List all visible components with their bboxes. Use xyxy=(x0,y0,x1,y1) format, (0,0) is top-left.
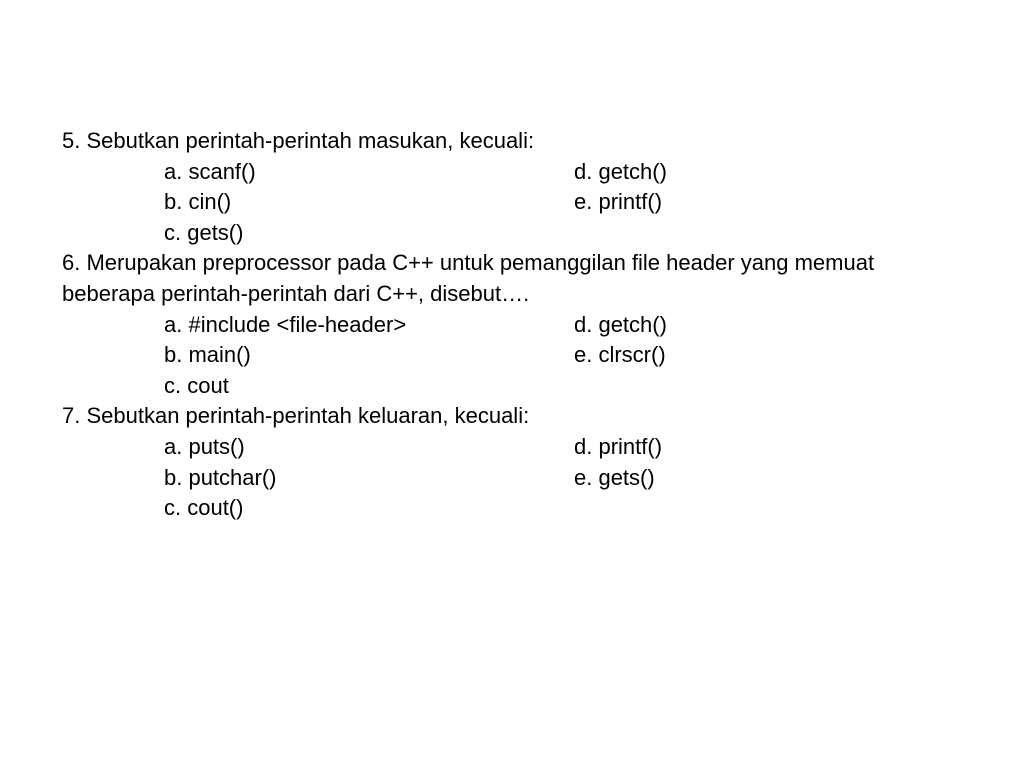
question-text: 5. Sebutkan perintah-perintah masukan, kecuali: xyxy=(62,128,535,153)
option-d: d. getch() xyxy=(574,311,667,337)
option-c: c. cout xyxy=(164,372,229,398)
option-a: a. puts() xyxy=(164,433,245,459)
option-b: b. main() xyxy=(164,342,251,368)
option-a: a. #include <file-header> xyxy=(164,311,407,337)
option-row xyxy=(62,340,962,371)
option-row xyxy=(62,463,962,494)
option-e: e. gets() xyxy=(574,464,655,490)
option-d: d. printf() xyxy=(574,433,663,459)
option-b: b. putchar() xyxy=(164,464,277,490)
option-e: e. printf() xyxy=(574,189,663,215)
option-row xyxy=(62,371,962,402)
question-list xyxy=(62,126,962,524)
option-b: b. cin() xyxy=(164,189,232,215)
question-text: 6. Merupakan preprocessor pada C++ untuk pemanggilan file header yang memuat beberapa perintah-perintah dari C++, disebut…. xyxy=(62,250,875,306)
option-d: d. getch() xyxy=(574,158,667,184)
option-row xyxy=(62,493,962,524)
option-c: c. gets() xyxy=(164,219,244,245)
option-c: c. cout() xyxy=(164,495,244,521)
option-row xyxy=(62,310,962,341)
question-7 xyxy=(62,401,962,523)
option-row xyxy=(62,218,962,249)
option-row xyxy=(62,157,962,188)
option-a: a. scanf() xyxy=(164,158,256,184)
question-text: 7. Sebutkan perintah-perintah keluaran, kecuali: xyxy=(62,403,530,429)
option-row xyxy=(62,187,962,218)
question-5 xyxy=(62,126,962,248)
option-row xyxy=(62,432,962,463)
question-6 xyxy=(62,248,962,401)
option-e: e. clrscr() xyxy=(574,342,666,368)
